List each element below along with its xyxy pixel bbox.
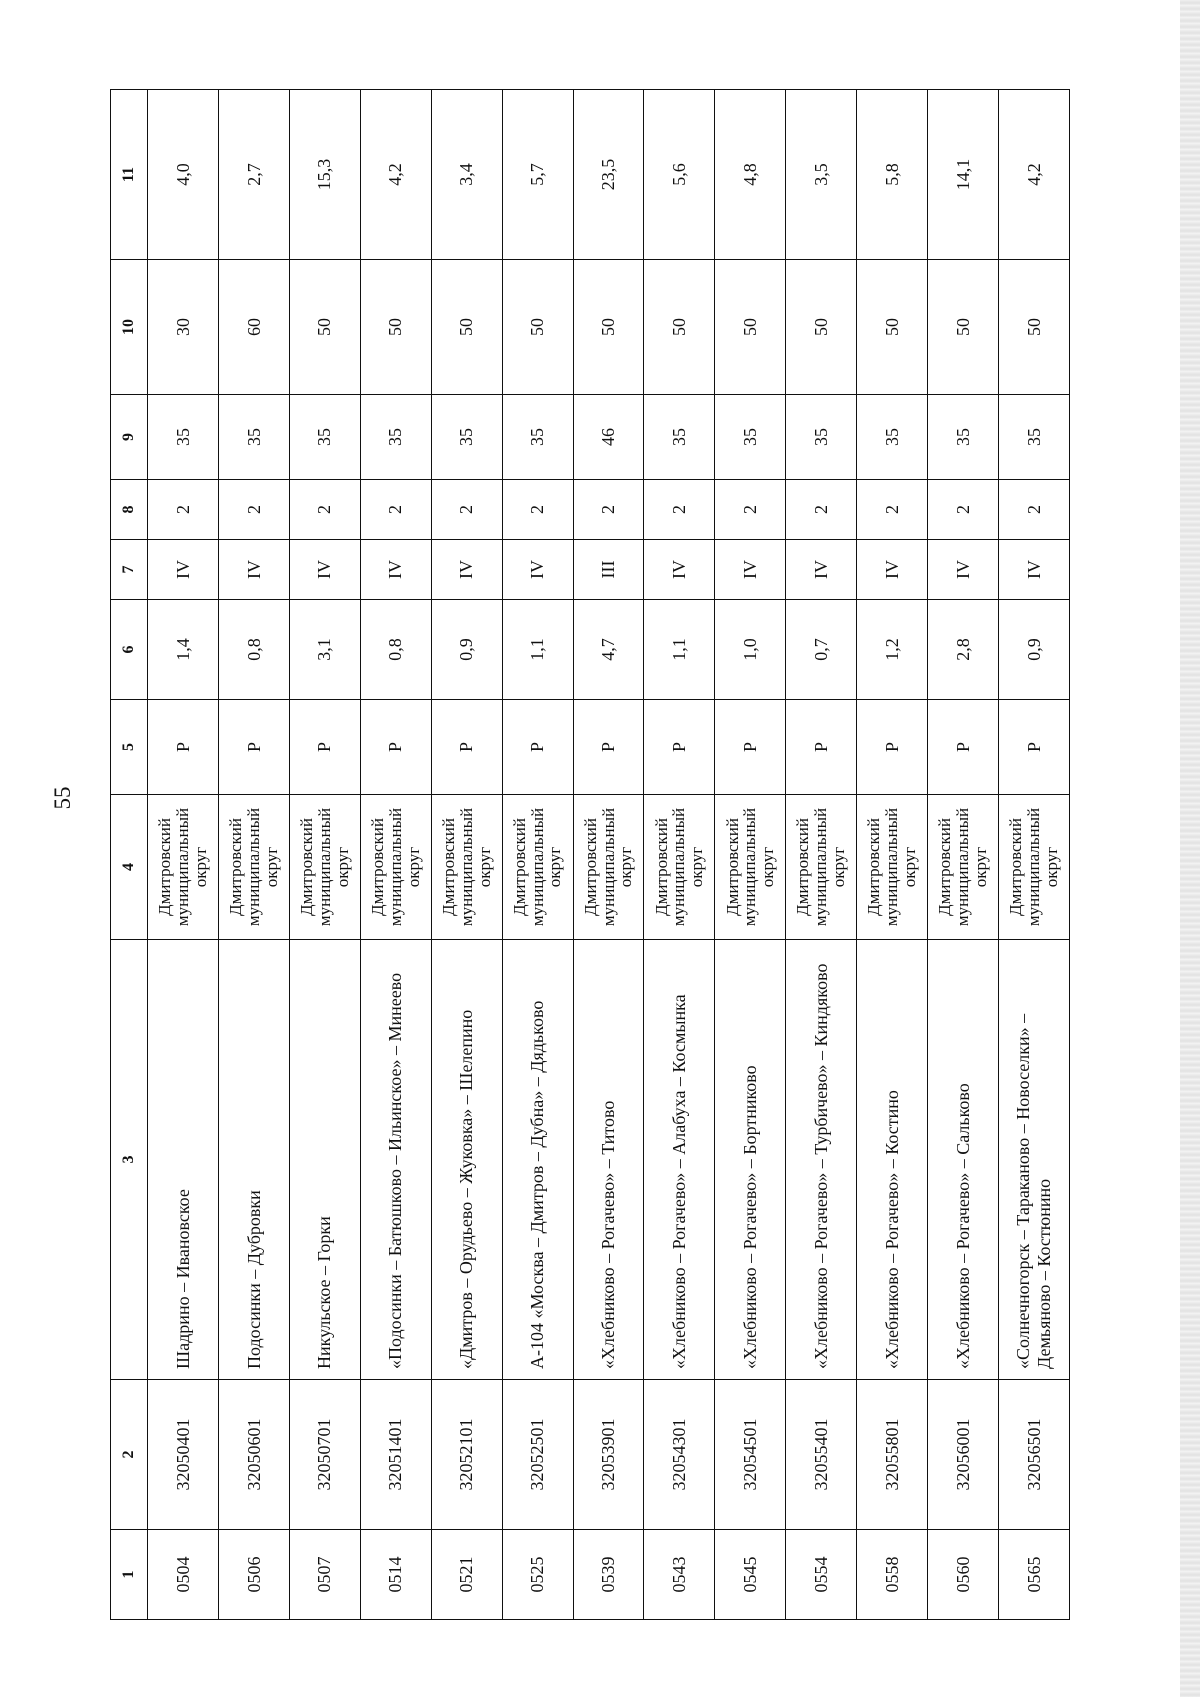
length-cell: 4,7 bbox=[573, 600, 644, 700]
significance-cell: Р bbox=[928, 700, 999, 795]
speed-cell: 35 bbox=[786, 395, 857, 480]
length-cell: 0,7 bbox=[786, 600, 857, 700]
column-header: 3 bbox=[111, 940, 148, 1380]
speed-cell: 35 bbox=[289, 395, 360, 480]
road-number-cell: 0506 bbox=[218, 1530, 289, 1620]
road-number-cell: 0565 bbox=[999, 1530, 1070, 1620]
category-cell: IV bbox=[644, 540, 715, 600]
scan-edge-strip bbox=[1180, 0, 1200, 1697]
category-cell: IV bbox=[715, 540, 786, 600]
significance-cell: Р bbox=[573, 700, 644, 795]
column-header: 5 bbox=[111, 700, 148, 795]
length-cell: 2,8 bbox=[928, 600, 999, 700]
lanes-cell: 2 bbox=[715, 480, 786, 540]
width-cell: 60 bbox=[218, 260, 289, 395]
table-row bbox=[999, 90, 1070, 1620]
lanes-cell: 2 bbox=[857, 480, 928, 540]
road-name-cell: «Хлебниково – Рогачево» – Турбичево» – Киндяково bbox=[786, 940, 857, 1380]
area-cell: 5,7 bbox=[502, 90, 573, 260]
table-row bbox=[431, 90, 502, 1620]
column-header: 8 bbox=[111, 480, 148, 540]
road-name-cell: «Хлебниково – Рогачево» – Сальково bbox=[928, 940, 999, 1380]
road-name-cell: «Хлебниково – Рогачево» – Титово bbox=[573, 940, 644, 1380]
significance-cell: Р bbox=[786, 700, 857, 795]
roads-table-container bbox=[110, 90, 1070, 1620]
district-cell: Дмитровский муниципальный округ bbox=[715, 795, 786, 940]
table-row bbox=[218, 90, 289, 1620]
width-cell: 50 bbox=[431, 260, 502, 395]
table-row bbox=[289, 90, 360, 1620]
significance-cell: Р bbox=[715, 700, 786, 795]
speed-cell: 35 bbox=[431, 395, 502, 480]
speed-cell: 35 bbox=[857, 395, 928, 480]
area-cell: 3,5 bbox=[786, 90, 857, 260]
lanes-cell: 2 bbox=[999, 480, 1070, 540]
area-cell: 4,0 bbox=[148, 90, 219, 260]
speed-cell: 35 bbox=[928, 395, 999, 480]
road-id-cell: 32054301 bbox=[644, 1380, 715, 1530]
significance-cell: Р bbox=[431, 700, 502, 795]
table-row bbox=[573, 90, 644, 1620]
category-cell: IV bbox=[786, 540, 857, 600]
lanes-cell: 2 bbox=[148, 480, 219, 540]
speed-cell: 35 bbox=[644, 395, 715, 480]
speed-cell: 35 bbox=[360, 395, 431, 480]
lanes-cell: 2 bbox=[289, 480, 360, 540]
road-number-cell: 0514 bbox=[360, 1530, 431, 1620]
road-id-cell: 32050401 bbox=[148, 1380, 219, 1530]
district-cell: Дмитровский муниципальный округ bbox=[502, 795, 573, 940]
district-cell: Дмитровский муниципальный округ bbox=[431, 795, 502, 940]
category-cell: IV bbox=[999, 540, 1070, 600]
district-cell: Дмитровский муниципальный округ bbox=[644, 795, 715, 940]
significance-cell: Р bbox=[644, 700, 715, 795]
category-cell: IV bbox=[502, 540, 573, 600]
column-header: 10 bbox=[111, 260, 148, 395]
significance-cell: Р bbox=[218, 700, 289, 795]
width-cell: 50 bbox=[573, 260, 644, 395]
table-row bbox=[928, 90, 999, 1620]
road-number-cell: 0560 bbox=[928, 1530, 999, 1620]
speed-cell: 35 bbox=[218, 395, 289, 480]
table-row bbox=[715, 90, 786, 1620]
significance-cell: Р bbox=[289, 700, 360, 795]
road-id-cell: 32055801 bbox=[857, 1380, 928, 1530]
road-number-cell: 0507 bbox=[289, 1530, 360, 1620]
area-cell: 14,1 bbox=[928, 90, 999, 260]
length-cell: 1,0 bbox=[715, 600, 786, 700]
road-id-cell: 32050601 bbox=[218, 1380, 289, 1530]
district-cell: Дмитровский муниципальный округ bbox=[786, 795, 857, 940]
column-header: 4 bbox=[111, 795, 148, 940]
lanes-cell: 2 bbox=[573, 480, 644, 540]
road-id-cell: 32053901 bbox=[573, 1380, 644, 1530]
road-name-cell: «Хлебниково – Рогачево» – Алабуха – Космынка bbox=[644, 940, 715, 1380]
table-body bbox=[148, 90, 1070, 1620]
length-cell: 1,4 bbox=[148, 600, 219, 700]
district-cell: Дмитровский муниципальный округ bbox=[148, 795, 219, 940]
category-cell: IV bbox=[857, 540, 928, 600]
lanes-cell: 2 bbox=[431, 480, 502, 540]
roads-table bbox=[110, 89, 1070, 1620]
length-cell: 0,8 bbox=[218, 600, 289, 700]
column-header: 1 bbox=[111, 1530, 148, 1620]
category-cell: IV bbox=[148, 540, 219, 600]
width-cell: 50 bbox=[999, 260, 1070, 395]
width-cell: 50 bbox=[928, 260, 999, 395]
speed-cell: 35 bbox=[148, 395, 219, 480]
table-header-row bbox=[111, 90, 148, 1620]
area-cell: 23,5 bbox=[573, 90, 644, 260]
table-row bbox=[857, 90, 928, 1620]
lanes-cell: 2 bbox=[644, 480, 715, 540]
road-number-cell: 0525 bbox=[502, 1530, 573, 1620]
width-cell: 50 bbox=[289, 260, 360, 395]
significance-cell: Р bbox=[857, 700, 928, 795]
column-header: 9 bbox=[111, 395, 148, 480]
significance-cell: Р bbox=[148, 700, 219, 795]
speed-cell: 35 bbox=[999, 395, 1070, 480]
road-id-cell: 32050701 bbox=[289, 1380, 360, 1530]
road-id-cell: 32055401 bbox=[786, 1380, 857, 1530]
width-cell: 50 bbox=[360, 260, 431, 395]
road-number-cell: 0558 bbox=[857, 1530, 928, 1620]
district-cell: Дмитровский муниципальный округ bbox=[218, 795, 289, 940]
speed-cell: 46 bbox=[573, 395, 644, 480]
road-name-cell: Подосинки – Дубровки bbox=[218, 940, 289, 1380]
category-cell: IV bbox=[928, 540, 999, 600]
column-header: 7 bbox=[111, 540, 148, 600]
length-cell: 3,1 bbox=[289, 600, 360, 700]
area-cell: 3,4 bbox=[431, 90, 502, 260]
road-number-cell: 0545 bbox=[715, 1530, 786, 1620]
road-name-cell: «Хлебниково – Рогачево» – Бортниково bbox=[715, 940, 786, 1380]
road-name-cell: Никульское – Горки bbox=[289, 940, 360, 1380]
road-name-cell: «Дмитров – Орудьево – Жуковка» – Шелепино bbox=[431, 940, 502, 1380]
width-cell: 50 bbox=[715, 260, 786, 395]
lanes-cell: 2 bbox=[928, 480, 999, 540]
road-number-cell: 0554 bbox=[786, 1530, 857, 1620]
column-header: 2 bbox=[111, 1380, 148, 1530]
road-number-cell: 0543 bbox=[644, 1530, 715, 1620]
district-cell: Дмитровский муниципальный округ bbox=[857, 795, 928, 940]
road-id-cell: 32051401 bbox=[360, 1380, 431, 1530]
length-cell: 1,1 bbox=[644, 600, 715, 700]
road-name-cell: Шадрино – Ивановское bbox=[148, 940, 219, 1380]
district-cell: Дмитровский муниципальный округ bbox=[360, 795, 431, 940]
road-name-cell: «Подосинки – Батюшково – Ильинское» – Минеево bbox=[360, 940, 431, 1380]
area-cell: 2,7 bbox=[218, 90, 289, 260]
width-cell: 50 bbox=[644, 260, 715, 395]
road-id-cell: 32052101 bbox=[431, 1380, 502, 1530]
road-id-cell: 32056501 bbox=[999, 1380, 1070, 1530]
area-cell: 4,2 bbox=[999, 90, 1070, 260]
speed-cell: 35 bbox=[715, 395, 786, 480]
length-cell: 1,2 bbox=[857, 600, 928, 700]
column-header: 11 bbox=[111, 90, 148, 260]
area-cell: 5,8 bbox=[857, 90, 928, 260]
area-cell: 4,2 bbox=[360, 90, 431, 260]
area-cell: 15,3 bbox=[289, 90, 360, 260]
table-row bbox=[360, 90, 431, 1620]
road-id-cell: 32056001 bbox=[928, 1380, 999, 1530]
column-header: 6 bbox=[111, 600, 148, 700]
area-cell: 4,8 bbox=[715, 90, 786, 260]
category-cell: IV bbox=[431, 540, 502, 600]
road-number-cell: 0504 bbox=[148, 1530, 219, 1620]
width-cell: 50 bbox=[857, 260, 928, 395]
district-cell: Дмитровский муниципальный округ bbox=[999, 795, 1070, 940]
length-cell: 1,1 bbox=[502, 600, 573, 700]
road-name-cell: «Хлебниково – Рогачево» – Костино bbox=[857, 940, 928, 1380]
lanes-cell: 2 bbox=[786, 480, 857, 540]
lanes-cell: 2 bbox=[502, 480, 573, 540]
table-row bbox=[644, 90, 715, 1620]
road-id-cell: 32052501 bbox=[502, 1380, 573, 1530]
category-cell: III bbox=[573, 540, 644, 600]
length-cell: 0,8 bbox=[360, 600, 431, 700]
district-cell: Дмитровский муниципальный округ bbox=[289, 795, 360, 940]
significance-cell: Р bbox=[360, 700, 431, 795]
speed-cell: 35 bbox=[502, 395, 573, 480]
road-number-cell: 0521 bbox=[431, 1530, 502, 1620]
significance-cell: Р bbox=[502, 700, 573, 795]
district-cell: Дмитровский муниципальный округ bbox=[928, 795, 999, 940]
significance-cell: Р bbox=[999, 700, 1070, 795]
category-cell: IV bbox=[360, 540, 431, 600]
road-name-cell: А-104 «Москва – Дмитров – Дубна» – Дядьково bbox=[502, 940, 573, 1380]
length-cell: 0,9 bbox=[431, 600, 502, 700]
category-cell: IV bbox=[218, 540, 289, 600]
width-cell: 50 bbox=[502, 260, 573, 395]
width-cell: 30 bbox=[148, 260, 219, 395]
width-cell: 50 bbox=[786, 260, 857, 395]
lanes-cell: 2 bbox=[218, 480, 289, 540]
page-number: 55 bbox=[50, 786, 75, 810]
road-name-cell: «Солнечногорск – Тараканово – Новоселки» – Демьяново – Костюнино bbox=[999, 940, 1070, 1380]
lanes-cell: 2 bbox=[360, 480, 431, 540]
area-cell: 5,6 bbox=[644, 90, 715, 260]
length-cell: 0,9 bbox=[999, 600, 1070, 700]
road-id-cell: 32054501 bbox=[715, 1380, 786, 1530]
district-cell: Дмитровский муниципальный округ bbox=[573, 795, 644, 940]
road-number-cell: 0539 bbox=[573, 1530, 644, 1620]
table-row bbox=[502, 90, 573, 1620]
category-cell: IV bbox=[289, 540, 360, 600]
table-row bbox=[786, 90, 857, 1620]
table-row bbox=[148, 90, 219, 1620]
